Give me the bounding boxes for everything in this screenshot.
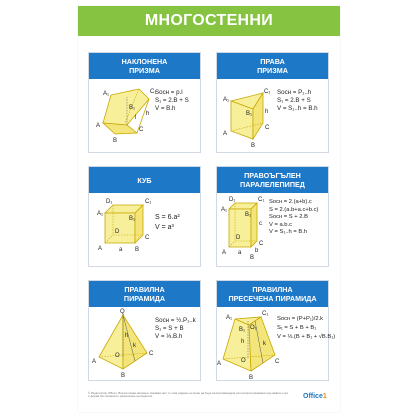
vertex-label: D₁ (229, 197, 236, 203)
edge-label: a (238, 250, 242, 256)
vertex-label: C (139, 127, 144, 133)
vertex-label: D (236, 235, 241, 241)
publisher-logo (303, 393, 327, 400)
vertex-label: A₁ (221, 207, 228, 213)
card-body (89, 307, 200, 382)
formula-list (269, 199, 318, 237)
formula: Sосн = 2.(a+b).c (269, 199, 312, 205)
vertex-label: B₁ (129, 216, 136, 222)
page-title-text: МНОГОСТЕННИ (144, 12, 274, 29)
card-header (217, 281, 328, 307)
formula-list (155, 317, 196, 342)
height-label: h (265, 109, 269, 115)
card-header (89, 167, 200, 193)
vertex-label: A₁ (97, 211, 104, 217)
formula-list (277, 315, 335, 342)
card-grid (88, 52, 336, 382)
card-body (89, 193, 200, 268)
apothem-label: k (133, 343, 136, 349)
height-label: h (125, 333, 129, 339)
vertex-label: D₁ (106, 199, 113, 205)
card-body (217, 79, 328, 154)
card-title-line1: КУБ (137, 175, 152, 185)
center-label: O₁ (250, 325, 257, 331)
vertex-label: D (115, 229, 120, 235)
copyright-footer: © Издателство Office1. Всички права запазени. Никаква част от това издание не може да бъде възпроизвеждана или разпространявана под каквато и да е форма без писменото разрешение на издателя. (88, 391, 288, 399)
card-header (89, 53, 200, 79)
formula: Sосн = ½.P₁..k (155, 317, 196, 324)
card-title-line2: ПАРАЛЕЛЕПИПЕД (240, 180, 305, 189)
vertex-label: C (265, 125, 270, 131)
poster (78, 6, 340, 412)
edge-label: b (255, 248, 259, 254)
vertex-label: B (250, 255, 255, 261)
edge-label: l (135, 115, 137, 121)
formula: S = 6.a² (155, 214, 180, 221)
card-title-line1: ПРАВА (260, 57, 285, 66)
center-label: O (241, 358, 246, 364)
card-header (217, 53, 328, 79)
center-label: O (115, 353, 120, 359)
cube-figure (89, 193, 202, 268)
logo-number: 1 (322, 393, 327, 400)
card-title-line1: ПРАВИЛНА (124, 285, 165, 294)
formula: S₁ = S + B (155, 325, 184, 333)
formula: Sосн = (P+P₁)/2.k (277, 316, 324, 322)
card-header (217, 167, 328, 193)
vertex-label: C₁ (264, 89, 271, 95)
vertex-label: C (145, 235, 150, 241)
card-title-line2: ПРИЗМА (129, 66, 160, 75)
formula: V = ⅓.(B + B₁ + √B.B₁) (277, 334, 336, 340)
card-cube (88, 166, 201, 267)
card-title-line2: ПРЕСЕЧЕНА ПИРАМИДА (228, 294, 317, 303)
vertex-label: B (121, 373, 126, 379)
vertex-label: A (98, 246, 103, 252)
vertex-label: A (222, 250, 227, 256)
card-title-line2: ПРИЗМА (257, 66, 288, 75)
vertex-label: C (259, 241, 264, 247)
formula: V = S₁..h = B.h (277, 105, 318, 113)
vertex-label: B (113, 138, 118, 144)
vertex-label: A (223, 131, 228, 137)
vertex-label: C₁ (145, 199, 152, 205)
card-oblique-prism (88, 52, 201, 153)
apothem-label: k (263, 341, 266, 347)
formula: Sосн = P₁..h (277, 89, 312, 96)
page-title (78, 6, 340, 36)
formula-list (277, 89, 318, 114)
card-regular-pyramid (88, 280, 201, 381)
vertex-label: B₁ (246, 111, 253, 117)
formula: V = B.h (155, 105, 176, 113)
card-header (89, 281, 200, 307)
height-label: h (241, 339, 245, 345)
vertex-label: B₁ (129, 105, 136, 111)
logo-text: Office (303, 393, 323, 400)
card-body (89, 79, 200, 154)
card-title-line2: ПИРАМИДА (123, 294, 166, 303)
card-body (217, 307, 336, 382)
card-right-prism (216, 52, 329, 153)
vertex-label: B₁ (245, 212, 252, 218)
card-title-line1: НАКЛОНЕНА (121, 57, 168, 66)
formula: S₁ = S + B + B₁ (277, 325, 317, 331)
formula: S = 2.(a.b+a.c+b.c) (269, 206, 319, 213)
formula: V = a³ (155, 223, 174, 231)
formula: Sосн = p.l (155, 89, 183, 96)
formula: V = a.b.c (269, 221, 293, 228)
vertex-label: C₁ (262, 311, 269, 317)
formula: V = S₁..h = B.h (269, 229, 308, 236)
vertex-label: C (149, 351, 154, 357)
vertex-label: C₁ (150, 89, 157, 95)
formula: V = ⅓.B.h (155, 333, 183, 341)
formula-list (155, 213, 180, 232)
formula: Sосн = S + 2.B (269, 214, 308, 221)
vertex-label: Q (120, 309, 125, 315)
vertex-label: B (135, 247, 140, 253)
card-body (217, 193, 328, 268)
formula: S₁ = 2.B + S (277, 97, 311, 105)
vertex-label: A (217, 361, 222, 367)
vertex-label: A (96, 123, 101, 129)
card-title-line1: ПРАВОЪГЪЛЕН (244, 171, 301, 180)
vertex-label: B (249, 375, 254, 381)
card-truncated-pyramid (216, 280, 336, 381)
vertex-label: A₁ (226, 315, 233, 321)
formula-list (155, 89, 189, 114)
vertex-label: B (251, 143, 256, 149)
edge-label: c (259, 221, 262, 227)
vertex-label: A₁ (223, 97, 230, 103)
vertex-label: A (92, 359, 97, 365)
vertex-label: C (275, 359, 280, 365)
card-title-line1: ПРАВИЛНА (252, 285, 293, 294)
card-rectangular-parallelepiped (216, 166, 329, 267)
vertex-label: B₁ (239, 327, 246, 333)
formula: S₁ = 2.B + S (155, 97, 189, 105)
vertex-label: C₁ (258, 197, 265, 203)
edge-label: a (119, 247, 123, 253)
vertex-label: A₁ (103, 91, 110, 97)
height-label: h (146, 111, 150, 117)
